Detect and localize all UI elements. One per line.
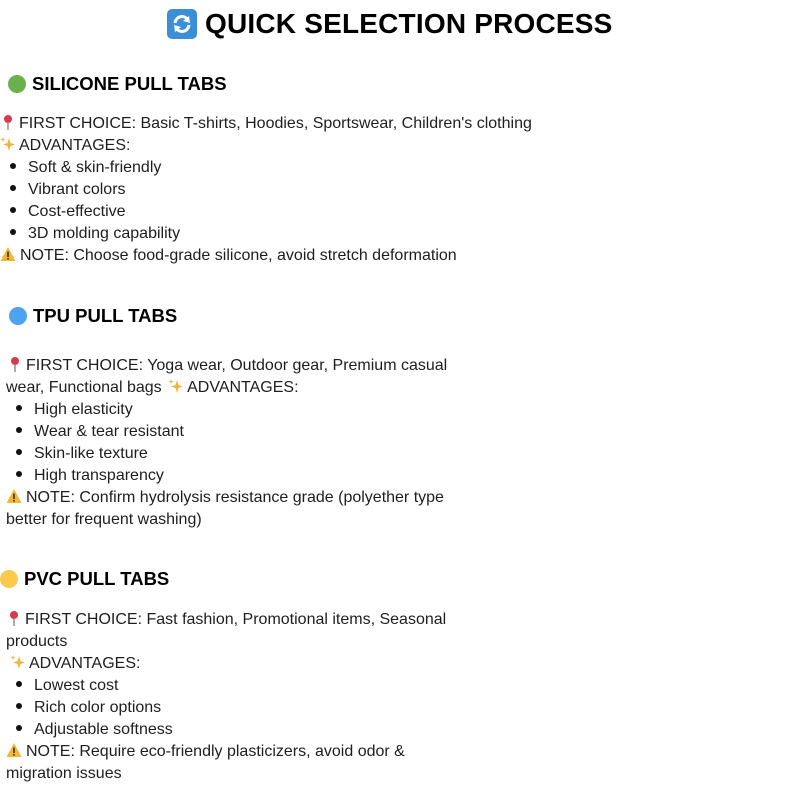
pushpin-icon xyxy=(7,610,21,626)
warning-icon xyxy=(6,488,22,504)
note-line-continued: migration issues xyxy=(6,765,122,782)
advantage-item: Rich color options xyxy=(16,697,161,719)
note-line: NOTE: Require eco-friendly plasticizers, avoid odor & xyxy=(6,741,405,763)
advantage-item: 3D molding capability xyxy=(10,223,180,245)
first-choice-line: FIRST CHOICE: Yoga wear, Outdoor gear, Premium casual xyxy=(8,355,447,377)
section-heading-silicone xyxy=(8,73,227,95)
bullet-icon xyxy=(10,207,16,213)
section-heading-text: SILICONE PULL TABS xyxy=(32,73,227,94)
warning-icon xyxy=(0,246,16,262)
advantage-item: High transparency xyxy=(16,465,164,487)
first-choice-line-continued: wear, Functional bags ADVANTAGES: xyxy=(6,379,299,396)
advantages-label: ADVANTAGES: xyxy=(0,135,130,157)
bullet-icon xyxy=(10,185,16,191)
first-choice-line: FIRST CHOICE: Basic T-shirts, Hoodies, Sportswear, Children's clothing xyxy=(1,113,532,135)
warning-icon xyxy=(6,742,22,758)
sparkles-icon xyxy=(168,378,184,394)
page-title-text: QUICK SELECTION PROCESS xyxy=(205,8,613,39)
bullet-icon xyxy=(16,427,22,433)
advantage-item: Soft & skin-friendly xyxy=(10,157,161,179)
bullet-icon xyxy=(16,703,22,709)
first-choice-line: FIRST CHOICE: Fast fashion, Promotional items, Seasonal xyxy=(7,609,446,631)
yellow-circle-icon xyxy=(0,570,18,588)
section-heading-tpu xyxy=(9,305,177,327)
page-title xyxy=(167,8,613,40)
section-heading-pvc xyxy=(0,568,169,590)
advantage-item: High elasticity xyxy=(16,399,133,421)
refresh-icon xyxy=(167,9,197,39)
bullet-icon xyxy=(16,681,22,687)
bullet-icon xyxy=(10,229,16,235)
note-line-continued: better for frequent washing) xyxy=(6,511,202,528)
first-choice-line-continued: products xyxy=(6,633,68,650)
section-heading-text: PVC PULL TABS xyxy=(24,568,170,589)
blue-circle-icon xyxy=(9,307,27,325)
advantage-item: Skin-like texture xyxy=(16,443,148,465)
sparkles-icon xyxy=(0,136,16,152)
advantage-item: Lowest cost xyxy=(16,675,118,697)
bullet-icon xyxy=(16,471,22,477)
bullet-icon xyxy=(16,449,22,455)
note-line: NOTE: Confirm hydrolysis resistance grade (polyether type xyxy=(6,487,444,509)
section-heading-text: TPU PULL TABS xyxy=(33,305,178,326)
green-circle-icon xyxy=(8,75,26,93)
pushpin-icon xyxy=(1,114,15,130)
advantage-item: Wear & tear resistant xyxy=(16,421,184,443)
advantage-item: Cost-effective xyxy=(10,201,126,223)
bullet-icon xyxy=(16,405,22,411)
bullet-icon xyxy=(10,163,16,169)
advantages-label: ADVANTAGES: xyxy=(10,653,140,675)
sparkles-icon xyxy=(10,654,26,670)
advantage-item: Vibrant colors xyxy=(10,179,126,201)
note-line: NOTE: Choose food-grade silicone, avoid stretch deformation xyxy=(0,245,457,267)
bullet-icon xyxy=(16,725,22,731)
advantage-item: Adjustable softness xyxy=(16,719,173,741)
pushpin-icon xyxy=(8,356,22,372)
